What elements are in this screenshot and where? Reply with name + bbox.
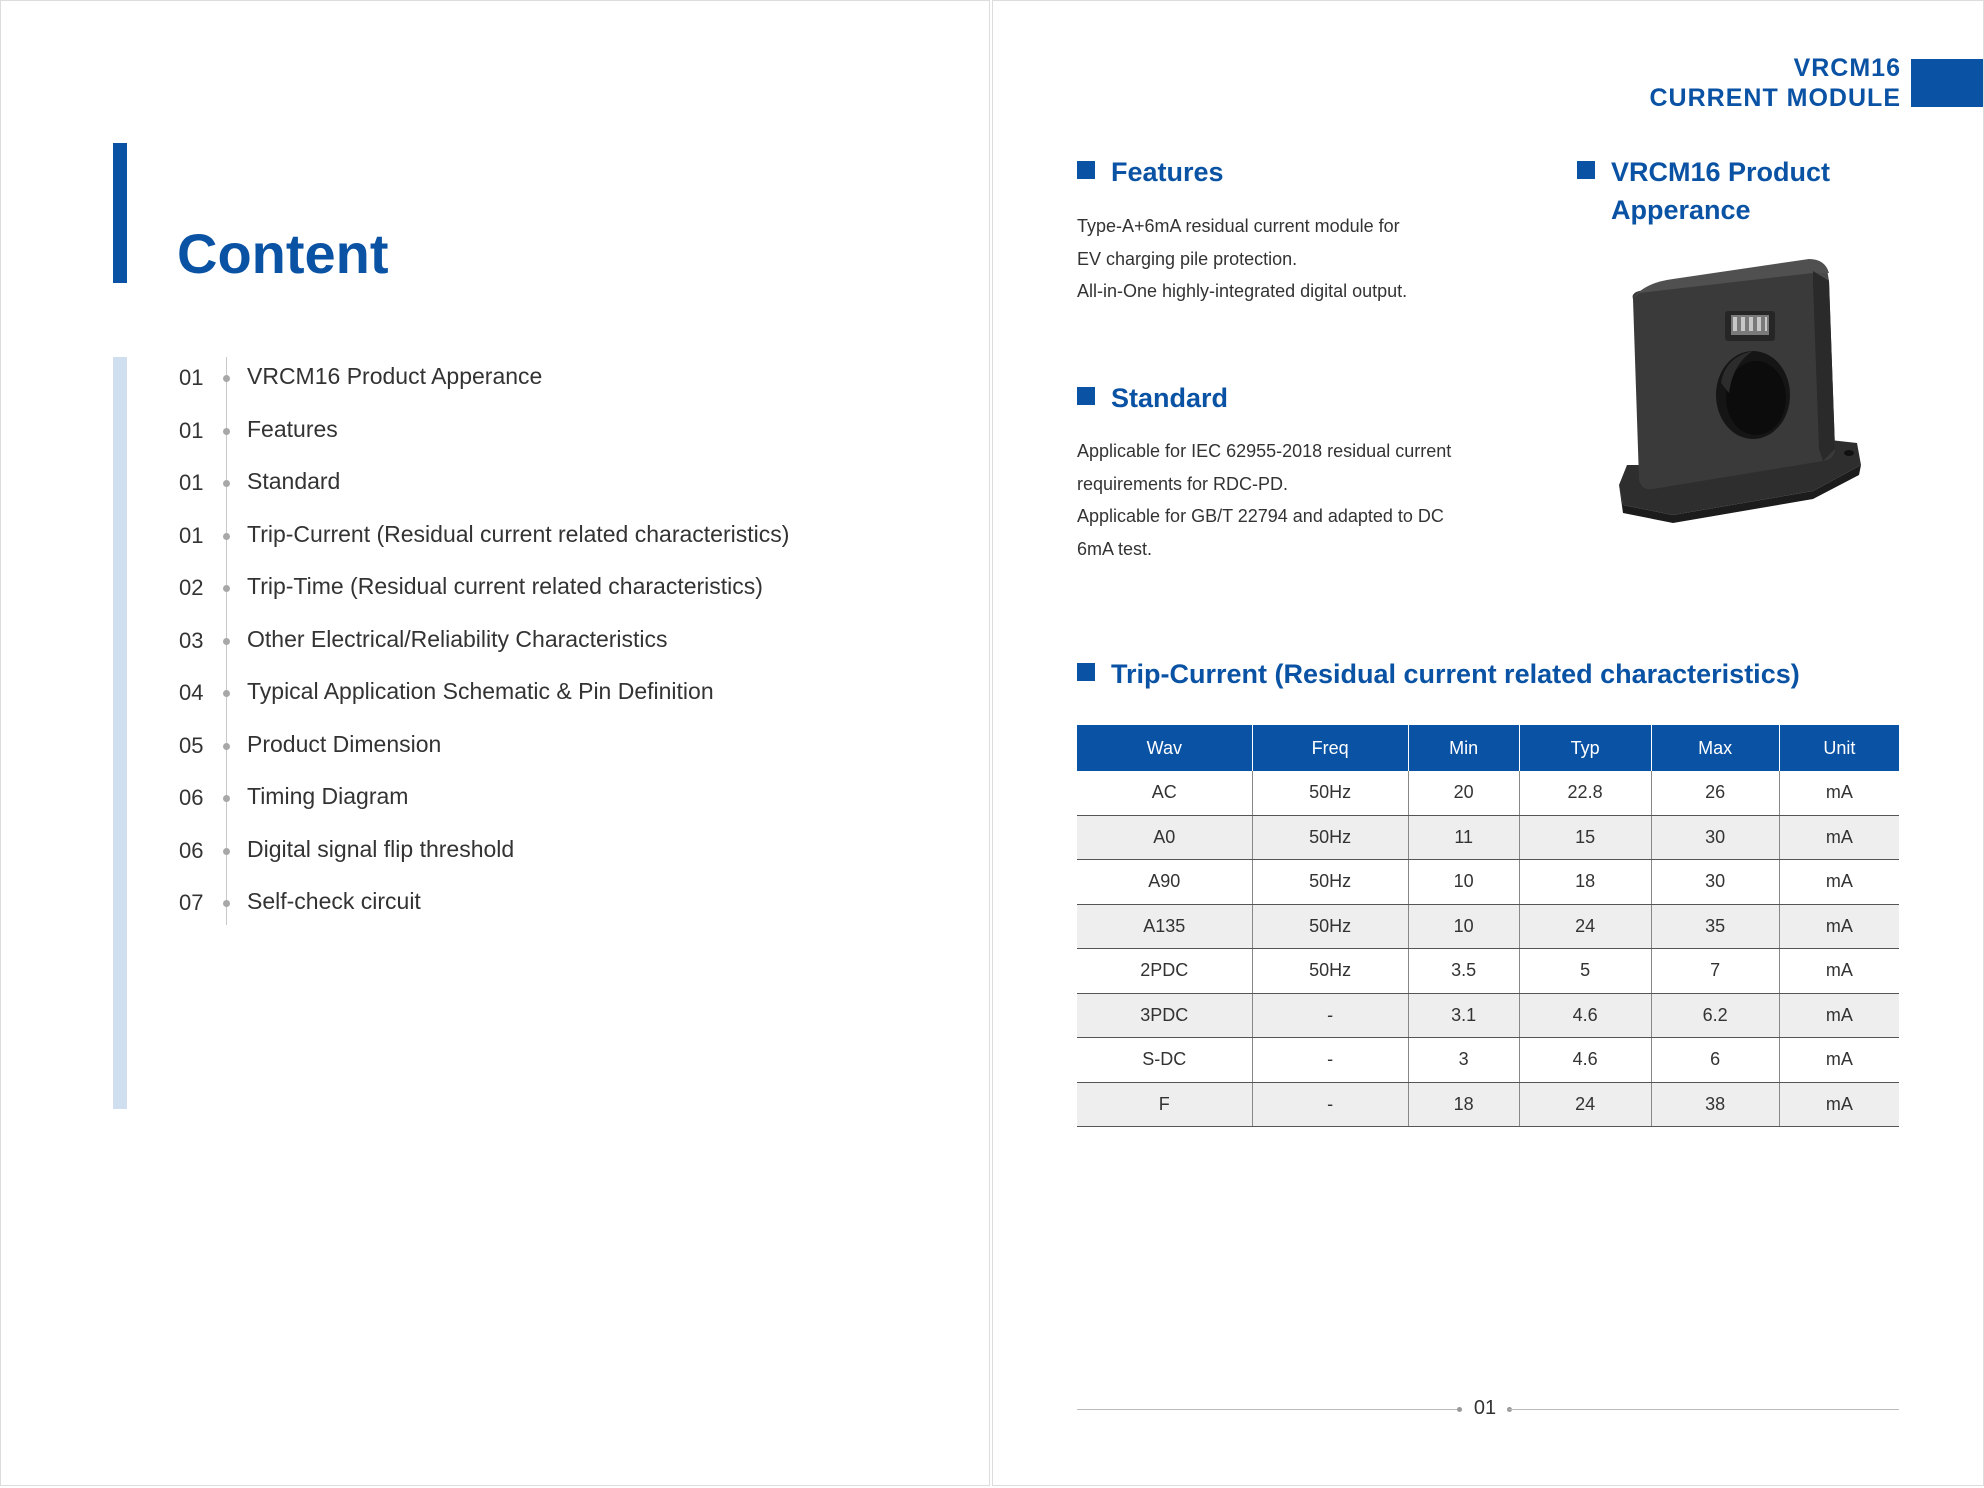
- table-cell: F: [1077, 1082, 1252, 1127]
- features-line: All-in-One highly-integrated digital output.: [1077, 281, 1408, 301]
- table-cell: 35: [1651, 904, 1779, 949]
- table-cell: -: [1252, 1038, 1408, 1083]
- title-accent-bar: [113, 143, 127, 283]
- features-line: EV charging pile protection.: [1077, 248, 1298, 269]
- toc-bullet-icon: [223, 900, 230, 907]
- table-cell: 24: [1519, 1082, 1651, 1127]
- toc-item[interactable]: [1, 672, 901, 712]
- features-title: Features: [1111, 157, 1224, 187]
- column-header: Unit: [1779, 725, 1899, 771]
- table-cell: mA: [1779, 815, 1899, 860]
- toc-item[interactable]: [1, 410, 901, 450]
- column-header: Min: [1408, 725, 1519, 771]
- table-cell: 50Hz: [1252, 815, 1408, 860]
- standard-text: [1077, 435, 1451, 565]
- toc-bullet-icon: [223, 743, 230, 750]
- table-row: [1077, 860, 1899, 905]
- toc-item-label: Trip-Time (Residual current related characteristics): [247, 573, 763, 599]
- table-cell: 6.2: [1651, 993, 1779, 1038]
- table-row: [1077, 771, 1899, 815]
- table-cell: 15: [1519, 815, 1651, 860]
- table-row: [1077, 1082, 1899, 1127]
- table-cell: 50Hz: [1252, 771, 1408, 815]
- left-page: [0, 0, 990, 1486]
- table-cell: mA: [1779, 949, 1899, 994]
- table-cell: A135: [1077, 904, 1252, 949]
- toc-bullet-icon: [223, 848, 230, 855]
- header-model: [1650, 53, 1902, 113]
- footer-rule-left: [1077, 1409, 1459, 1410]
- table-cell: 24: [1519, 904, 1651, 949]
- standard-line: Applicable for GB/T 22794 and adapted to DC: [1077, 506, 1444, 526]
- table-cell: -: [1252, 1082, 1408, 1127]
- toc-item[interactable]: [1, 777, 901, 817]
- table-cell: 50Hz: [1252, 904, 1408, 949]
- toc-item-number: 04: [179, 680, 204, 705]
- toc-item-number: 02: [179, 575, 204, 600]
- toc-item-number: 05: [179, 732, 204, 758]
- square-bullet-icon: [1077, 663, 1095, 681]
- table-row: [1077, 904, 1899, 949]
- table-cell: 7: [1651, 949, 1779, 994]
- table-cell: 30: [1651, 815, 1779, 860]
- square-bullet-icon: [1077, 161, 1095, 179]
- toc-bullet-icon: [223, 480, 230, 487]
- table-cell: A0: [1077, 815, 1252, 860]
- header-model-name: VRCM16: [1793, 54, 1901, 82]
- toc-item-label: VRCM16 Product Apperance: [247, 363, 543, 389]
- toc-item[interactable]: [1, 882, 901, 922]
- appearance-heading: [1577, 153, 1830, 229]
- column-header: Wav: [1077, 725, 1252, 771]
- standard-heading: [1077, 379, 1228, 417]
- appearance-title: VRCM16 Product Apperance: [1611, 157, 1831, 225]
- column-header: Typ: [1519, 725, 1651, 771]
- table-cell: 6: [1651, 1038, 1779, 1083]
- table-cell: 3PDC: [1077, 993, 1252, 1038]
- toc-item-label: Features: [247, 415, 338, 442]
- column-header: Freq: [1252, 725, 1408, 771]
- square-bullet-icon: [1077, 387, 1095, 405]
- content-title: Content: [177, 222, 389, 285]
- table-cell: -: [1252, 993, 1408, 1038]
- table-cell: 18: [1408, 1082, 1519, 1127]
- table-cell: mA: [1779, 771, 1899, 815]
- table-cell: 50Hz: [1252, 949, 1408, 994]
- toc-item-label: Product Dimension: [247, 730, 442, 757]
- trip-current-table: [1077, 725, 1899, 1127]
- table-cell: mA: [1779, 1038, 1899, 1083]
- toc-item-label: Self-check circuit: [247, 888, 421, 914]
- table-cell: A90: [1077, 860, 1252, 905]
- table-row: [1077, 815, 1899, 860]
- toc-item-number: 03: [179, 627, 204, 653]
- table-header-row: [1077, 725, 1899, 771]
- table-cell: 38: [1651, 1082, 1779, 1127]
- table-cell: 2PDC: [1077, 949, 1252, 994]
- trip-current-heading: [1077, 655, 1800, 693]
- toc-item-number: 01: [179, 522, 204, 548]
- table-cell: mA: [1779, 860, 1899, 905]
- toc-item-label: Other Electrical/Reliability Characteristics: [247, 625, 668, 652]
- table-body: [1077, 771, 1899, 1127]
- features-heading: [1077, 153, 1224, 191]
- page-number: 01: [1473, 1397, 1497, 1419]
- toc-item-number: 01: [179, 417, 204, 443]
- square-bullet-icon: [1577, 161, 1595, 179]
- toc-item[interactable]: [1, 515, 901, 555]
- toc-item[interactable]: [1, 567, 901, 607]
- table-cell: 10: [1408, 904, 1519, 949]
- table-row: [1077, 993, 1899, 1038]
- right-page: [992, 0, 1984, 1486]
- table-cell: 3.1: [1408, 993, 1519, 1038]
- features-text: [1077, 210, 1407, 308]
- table-cell: mA: [1779, 904, 1899, 949]
- toc-item[interactable]: [1, 830, 901, 870]
- toc-item-label: Digital signal flip threshold: [247, 835, 515, 862]
- standard-title: Standard: [1111, 383, 1229, 413]
- toc-item[interactable]: [1, 725, 901, 765]
- table-cell: 10: [1408, 860, 1519, 905]
- toc-item-number: 01: [179, 365, 204, 390]
- toc-bullet-icon: [223, 638, 230, 645]
- toc-item-number: 01: [179, 470, 204, 495]
- toc-item[interactable]: [1, 462, 901, 502]
- toc-bullet-icon: [223, 795, 230, 802]
- standard-line: requirements for RDC-PD.: [1077, 473, 1289, 494]
- toc-bullet-icon: [223, 428, 230, 435]
- toc-item-label: Timing Diagram: [247, 783, 409, 809]
- table-cell: S-DC: [1077, 1038, 1252, 1083]
- table-cell: 4.6: [1519, 993, 1651, 1038]
- table-row: [1077, 1038, 1899, 1083]
- header-accent-block: [1911, 59, 1983, 107]
- table-row: [1077, 949, 1899, 994]
- table-cell: 5: [1519, 949, 1651, 994]
- table-cell: 20: [1408, 771, 1519, 815]
- toc-bullet-icon: [223, 690, 230, 697]
- toc-item[interactable]: [1, 620, 901, 660]
- column-header: Max: [1651, 725, 1779, 771]
- table-cell: 11: [1408, 815, 1519, 860]
- footer-dot-left: [1457, 1407, 1462, 1412]
- table-cell: mA: [1779, 1082, 1899, 1127]
- standard-line: Applicable for IEC 62955-2018 residual current: [1077, 441, 1452, 461]
- standard-line: 6mA test.: [1077, 538, 1153, 559]
- toc-bullet-icon: [223, 533, 230, 540]
- product-photo: [1613, 253, 1865, 523]
- trip-current-title: Trip-Current (Residual current related characteristics): [1111, 659, 1800, 689]
- toc-item[interactable]: [1, 357, 901, 397]
- toc-item-number: 07: [179, 890, 204, 915]
- table-cell: 18: [1519, 860, 1651, 905]
- table-cell: 3: [1408, 1038, 1519, 1083]
- table-cell: AC: [1077, 771, 1252, 815]
- toc-bullet-icon: [223, 585, 230, 592]
- features-line: Type-A+6mA residual current module for: [1077, 216, 1400, 236]
- table-cell: 50Hz: [1252, 860, 1408, 905]
- toc-item-label: Trip-Current (Residual current related characteristics): [247, 520, 790, 547]
- toc-item-number: 06: [179, 785, 204, 810]
- toc-item-label: Standard: [247, 468, 341, 494]
- table-cell: 22.8: [1519, 771, 1651, 815]
- table-cell: 3.5: [1408, 949, 1519, 994]
- table-cell: mA: [1779, 993, 1899, 1038]
- table-cell: 30: [1651, 860, 1779, 905]
- table-cell: 4.6: [1519, 1038, 1651, 1083]
- toc-item-label: Typical Application Schematic & Pin Definition: [247, 678, 714, 704]
- table-cell: 26: [1651, 771, 1779, 815]
- toc-bullet-icon: [223, 375, 230, 382]
- toc-item-number: 06: [179, 837, 204, 863]
- footer-rule-right: [1509, 1409, 1899, 1410]
- header-model-type: CURRENT MODULE: [1649, 84, 1901, 112]
